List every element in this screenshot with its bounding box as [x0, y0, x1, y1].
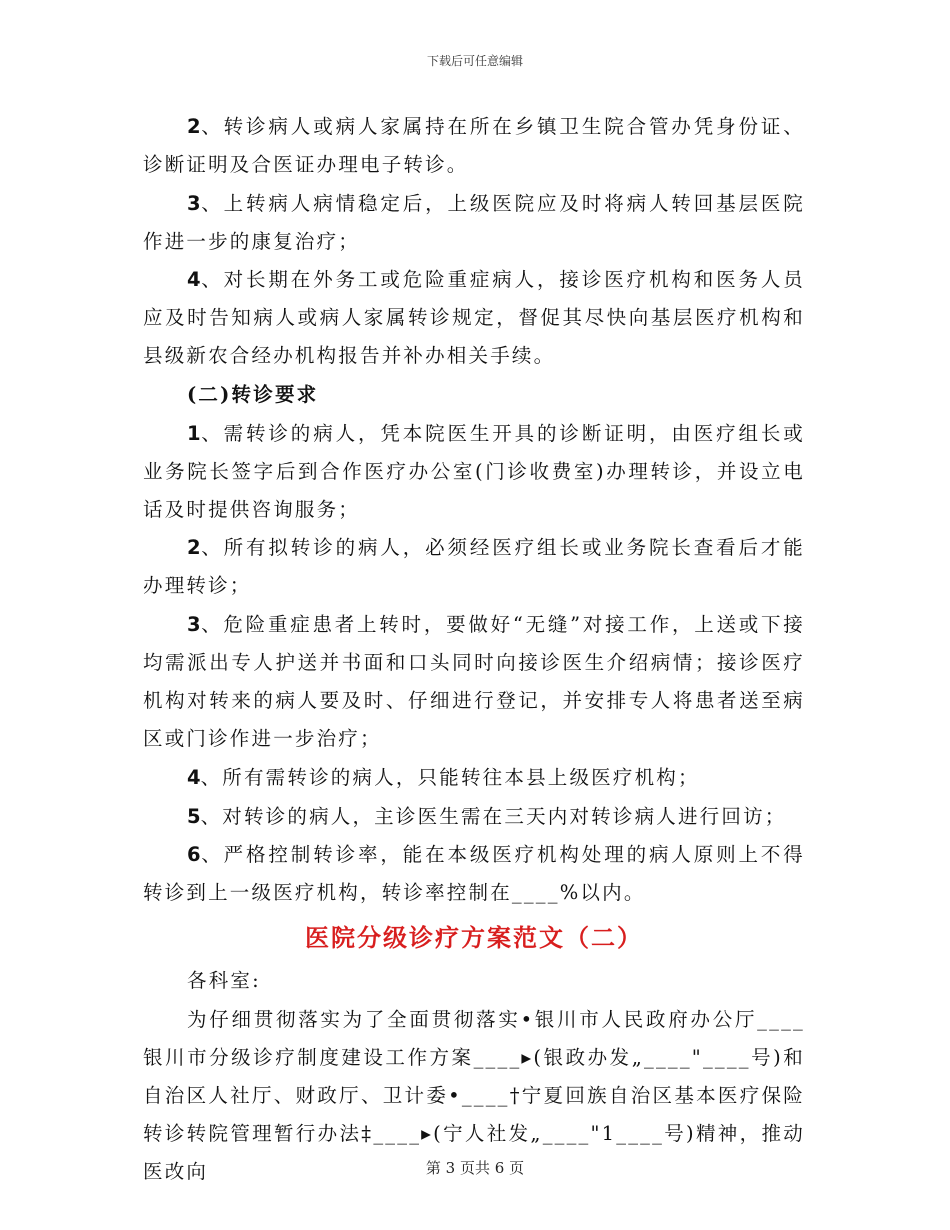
requirement-1 [143, 415, 805, 529]
item-text: 、危险重症患者上转时，要做好“无缝”对接工作，上送或下接均需派出专人护送并书面和口头同时向接诊医生介绍病情；接诊医疗机构对转来的病人要及时、仔细进行登记，并安排专人将患者送至病区或门诊作进一步治疗； [143, 613, 805, 751]
item-number: 5 [187, 804, 201, 828]
document-title: 医院分级诊疗方案范文（二） [305, 923, 643, 953]
requirement-2 [143, 529, 805, 605]
item-number: 4 [187, 765, 201, 789]
requirement-4 [143, 759, 805, 797]
item-number: 3 [187, 191, 201, 215]
page-footer: 第 3 页共 6 页 [425, 1159, 525, 1177]
item-number: 2 [187, 536, 201, 560]
requirement-5 [143, 798, 805, 836]
item-text: 、所有需转诊的病人，只能转往本县上级医疗机构； [200, 765, 700, 789]
paragraph-transfer-2 [143, 108, 805, 184]
paragraph-transfer-4 [143, 261, 805, 375]
item-text: 、对转诊的病人，主诊医生需在三天内对转诊病人进行回访； [200, 804, 787, 828]
item-text: 、严格控制转诊率，能在本级医疗机构处理的病人原则上不得转诊到上一级医疗机构，转诊率控制在____%以内。 [143, 843, 805, 905]
item-number: 4 [187, 268, 201, 292]
item-text: 、需转诊的病人，凭本院医生开具的诊断证明，由医疗组长或业务院长签字后到合作医疗办公室(门诊收费室)办理转诊，并设立电话及时提供咨询服务； [143, 421, 805, 521]
item-text: 、所有拟转诊的病人，必须经医疗组长或业务院长查看后才能办理转诊； [143, 536, 805, 598]
item-text: 、对长期在外务工或危险重症病人，接诊医疗机构和医务人员应及时告知病人或病人家属转诊规定，督促其尽快向基层医疗机构和县级新农合经办机构报告并补办相关手续。 [143, 268, 805, 368]
item-number: 1 [187, 421, 201, 445]
requirement-6 [143, 836, 805, 912]
item-text: 、上转病人病情稳定后，上级医院应及时将病人转回基层医院作进一步的康复治疗； [143, 191, 805, 253]
item-text: 、转诊病人或病人家属持在所在乡镇卫生院合管办凭身份证、诊断证明及合医证办理电子转诊。 [143, 115, 805, 176]
requirement-3 [143, 606, 805, 758]
section-heading: (二)转诊要求 [187, 383, 319, 407]
document-body [143, 108, 805, 1192]
item-number: 6 [187, 843, 201, 867]
salutation: 各科室: [187, 969, 261, 993]
page-header: 下载后可任意编辑 [426, 54, 523, 68]
item-number: 2 [187, 115, 201, 138]
body-paragraph: 为仔细贯彻落实为了全面贯彻落实•银川市人民政府办公厅____银川市分级诊疗制度建设工作方案____▸(银政办发„____"____号)和自治区人社厅、财政厅、卫计委•____†宁夏回族自治区基本医疗保险转诊转院管理暂行办法‡____▸(宁人社发„____"1____号)精神，推动医改向 [143, 1007, 805, 1183]
item-number: 3 [187, 613, 201, 637]
paragraph-transfer-3 [143, 185, 805, 261]
